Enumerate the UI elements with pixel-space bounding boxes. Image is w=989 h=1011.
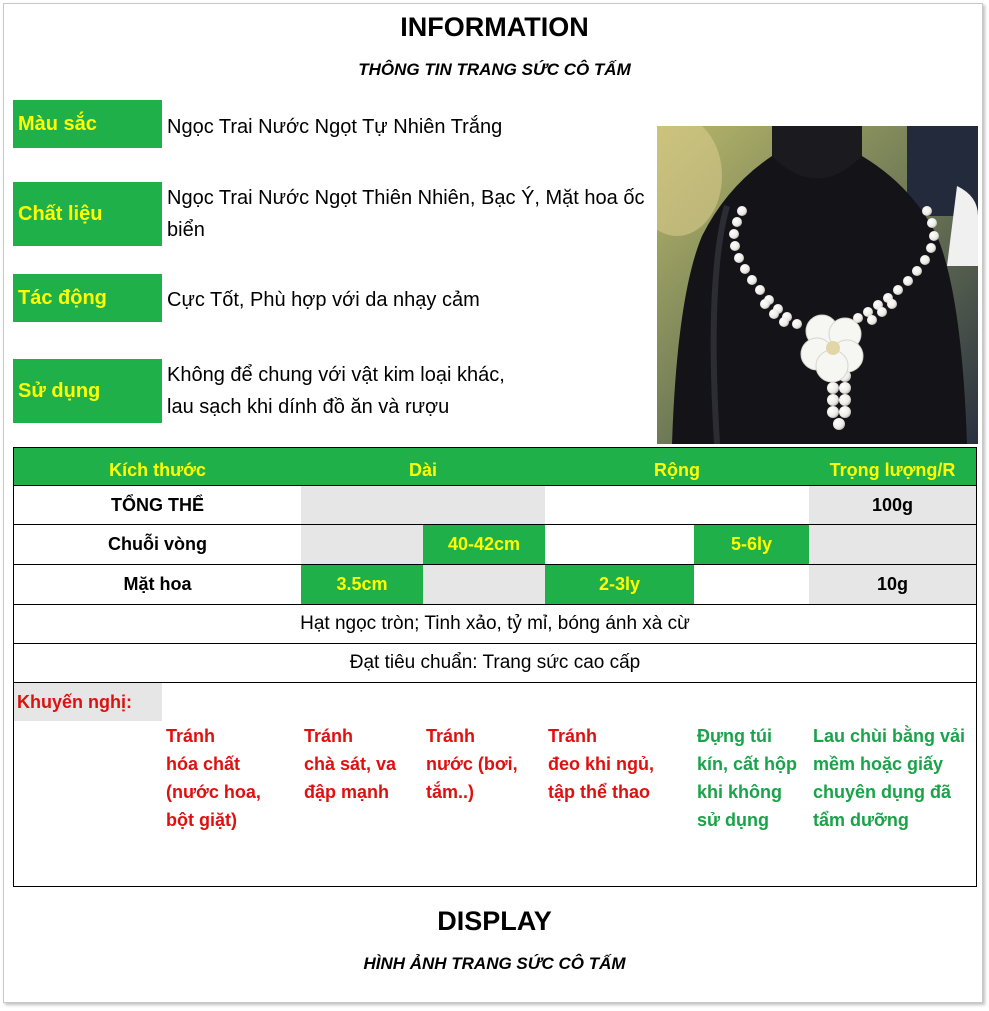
- recommend-item: Tránh đeo khi ngủ, tập thể thao: [548, 726, 654, 802]
- row-total-name: TỔNG THỂ: [111, 494, 204, 515]
- header-length: Dài: [408, 460, 437, 480]
- recommend-label: Khuyến nghị:: [14, 683, 162, 721]
- row-total-weight: 100g: [809, 486, 976, 524]
- page-subtitle: THÔNG TIN TRANG SỨC CÔ TẤM: [358, 60, 631, 79]
- row-chain-name: Chuỗi vòng: [108, 534, 207, 554]
- header-width: Rộng: [654, 460, 700, 480]
- header-size: Kích thước: [109, 460, 206, 480]
- row-pendant-length-empty: [423, 565, 545, 604]
- page-title: INFORMATION: [400, 12, 589, 42]
- row-total-length: [301, 486, 545, 524]
- note-quality: Hạt ngọc tròn; Tinh xảo, tỷ mỉ, bóng ánh xà cừ: [300, 613, 690, 634]
- recommend-item: Lau chùi bằng vải mềm hoặc giấy chuyên dụng đã tẩm dưỡng: [813, 726, 966, 830]
- row-chain-length: 40-42cm: [423, 525, 545, 564]
- row-chain-width: 5-6ly: [694, 525, 809, 564]
- header-weight: Trọng lượng/R: [829, 460, 956, 480]
- recommend-item: Đựng túi kín, cất hộp khi không sử dụng: [697, 726, 798, 830]
- label-color: Màu sắc: [13, 100, 162, 148]
- value-material: Ngọc Trai Nước Ngọt Thiên Nhiên, Bạc Ý, Mặt hoa ốc biển: [167, 187, 645, 241]
- label-usage: Sử dụng: [13, 359, 162, 423]
- note-standard: Đạt tiêu chuẩn: Trang sức cao cấp: [349, 652, 641, 673]
- size-table: [13, 447, 977, 887]
- row-pendant-width: 2-3ly: [545, 565, 694, 604]
- recommend-item: Tránh hóa chất (nước hoa, bột giặt): [166, 726, 261, 830]
- row-chain-weight: [809, 525, 976, 564]
- necklace-photo: [657, 126, 978, 444]
- row-chain-length-empty: [301, 525, 423, 564]
- display-subtitle: HÌNH ẢNH TRANG SỨC CÔ TẤM: [363, 954, 626, 973]
- value-effect: Cực Tốt, Phù hợp với da nhạy cảm: [167, 289, 480, 311]
- row-pendant-weight: 10g: [809, 565, 976, 604]
- row-pendant-name: Mặt hoa: [123, 574, 192, 594]
- value-color: Ngọc Trai Nước Ngọt Tự Nhiên Trắng: [167, 116, 503, 138]
- recommend-item: Tránh nước (bơi, tắm..): [426, 726, 518, 802]
- value-usage-line2: lau sạch khi dính đồ ăn và rượu: [167, 396, 450, 418]
- label-material: Chất liệu: [13, 182, 162, 246]
- display-title: DISPLAY: [437, 906, 552, 936]
- value-usage-line1: Không để chung với vật kim loại khác,: [167, 364, 505, 386]
- recommend-item: Tránh chà sát, va đập mạnh: [304, 726, 397, 802]
- row-pendant-length: 3.5cm: [301, 565, 423, 604]
- value-usage: [167, 359, 657, 423]
- label-effect: Tác động: [13, 274, 162, 322]
